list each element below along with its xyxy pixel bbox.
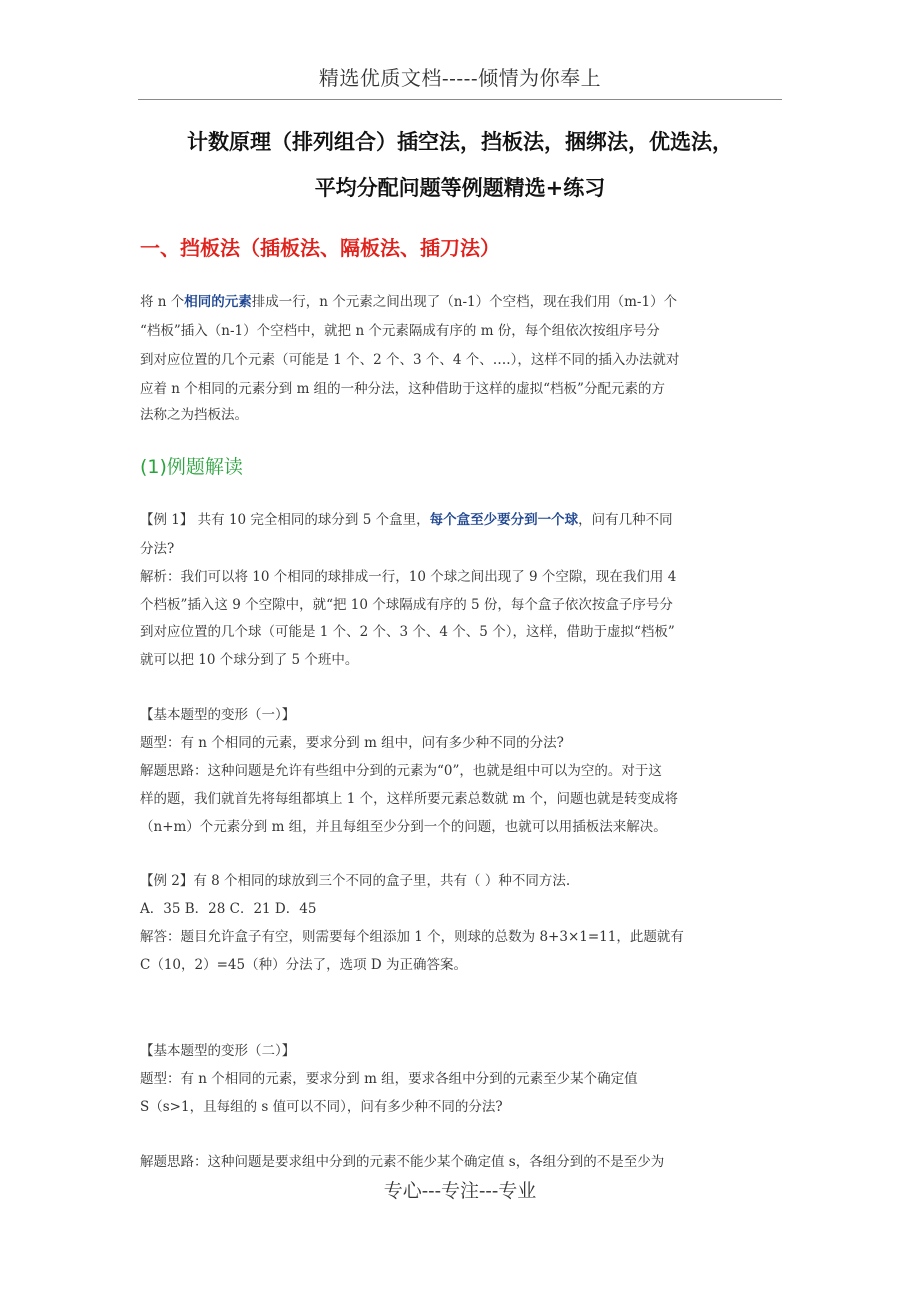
example-2-answer-line-1: 解答：题目允许盒子有空，则需要每个组添加 1 个，则球的总数为 8+3×1=11，此题就有 <box>140 929 684 945</box>
example-1-answer-line-1: 解析：我们可以将 10 个相同的球排成一行，10 个球之间出现了 9 个空隙，现在我们用 4 <box>140 569 677 585</box>
variant-2-heading: 【基本题型的变形（二）】 <box>140 1043 296 1059</box>
example-1-answer-line-2: 个档板”插入这 9 个空隙中，就“把 10 个球隔成有序的 5 份，每个盒子依次按盒子序号分 <box>140 597 673 613</box>
example-emphasis: 每个盒至少要分到一个球 <box>429 512 579 528</box>
example-2-answer-line-2: C（10，2）=45（种）分法了，选项 D 为正确答案。 <box>140 957 467 973</box>
example-1-question-line-2: 分法? <box>140 541 175 557</box>
variant-2-line-2: S（s>1，且每组的 s 值可以不同），问有多少种不同的分法? <box>140 1099 503 1115</box>
intro-text: 排成一行，n 个元素之间出现了（n-1）个空档，现在我们用（m-1）个 <box>251 294 678 310</box>
subsection-heading-examples: (1)例题解读 <box>140 456 243 478</box>
document-title-line-2: 平均分配问题等例题精选+练习 <box>314 176 606 200</box>
example-2-question: 【例 2】有 8 个相同的球放到三个不同的盒子里，共有（ ）种不同方法. <box>140 873 571 889</box>
intro-paragraph-line-5: 法称之为挡板法。 <box>140 407 248 423</box>
header-divider <box>138 99 782 100</box>
example-text: ，问有几种不同 <box>578 512 673 528</box>
intro-paragraph-line-3: 到对应位置的几个元素（可能是 1 个、2 个、3 个、4 个、….），这样不同的插入办法就对 <box>140 352 680 368</box>
variant-1-line-1: 题型：有 n 个相同的元素，要求分到 m 组中，问有多少种不同的分法? <box>140 735 564 751</box>
intro-paragraph-line-1 <box>140 292 677 312</box>
example-2-options: A．35 B．28 C．21 D．45 <box>140 901 317 917</box>
example-1-answer-line-3: 到对应位置的几个球（可能是 1 个、2 个、3 个、4 个、5 个），这样，借助于虚拟“档板” <box>140 624 675 640</box>
intro-emphasis: 相同的元素 <box>184 294 252 310</box>
page-footer: 专心---专注---专业 <box>383 1180 537 1202</box>
example-text: 【例 1】 共有 10 完全相同的球分到 5 个盒里， <box>140 512 430 528</box>
variant-2-line-1: 题型：有 n 个相同的元素，要求分到 m 组，要求各组中分到的元素至少某个确定值 <box>140 1071 638 1087</box>
intro-paragraph-line-4: 应着 n 个相同的元素分到 m 组的一种分法，这种借助于这样的虚拟“档板”分配元素的方 <box>140 381 665 397</box>
variant-2-line-3: 解题思路：这种问题是要求组中分到的元素不能少某个确定值 s，各组分到的不是至少为 <box>140 1154 665 1170</box>
example-1-answer-line-4: 就可以把 10 个球分到了 5 个班中。 <box>140 652 359 668</box>
variant-1-line-4: （n+m）个元素分到 m 组，并且每组至少分到一个的问题，也就可以用插板法来解决。 <box>140 819 667 835</box>
section-heading-baffle-method: 一、挡板法（插板法、隔板法、插刀法） <box>140 236 500 260</box>
intro-paragraph-line-2: “档板”插入（n-1）个空档中，就把 n 个元素隔成有序的 m 份，每个组依次按组序号分 <box>140 323 660 339</box>
variant-1-line-3: 样的题，我们就首先将每组都填上 1 个，这样所要元素总数就 m 个，问题也就是转变成将 <box>140 791 679 807</box>
variant-1-heading: 【基本题型的变形（一）】 <box>140 707 296 723</box>
page-header: 精选优质文档-----倾情为你奉上 <box>318 66 602 90</box>
variant-1-line-2: 解题思路：这种问题是允许有些组中分到的元素为“0”，也就是组中可以为空的。对于这 <box>140 763 662 779</box>
intro-text: 将 n 个 <box>140 294 185 310</box>
example-1-question-line-1 <box>140 510 673 530</box>
document-title-line-1: 计数原理（排列组合）插空法，挡板法，捆绑法，优选法， <box>187 130 733 154</box>
